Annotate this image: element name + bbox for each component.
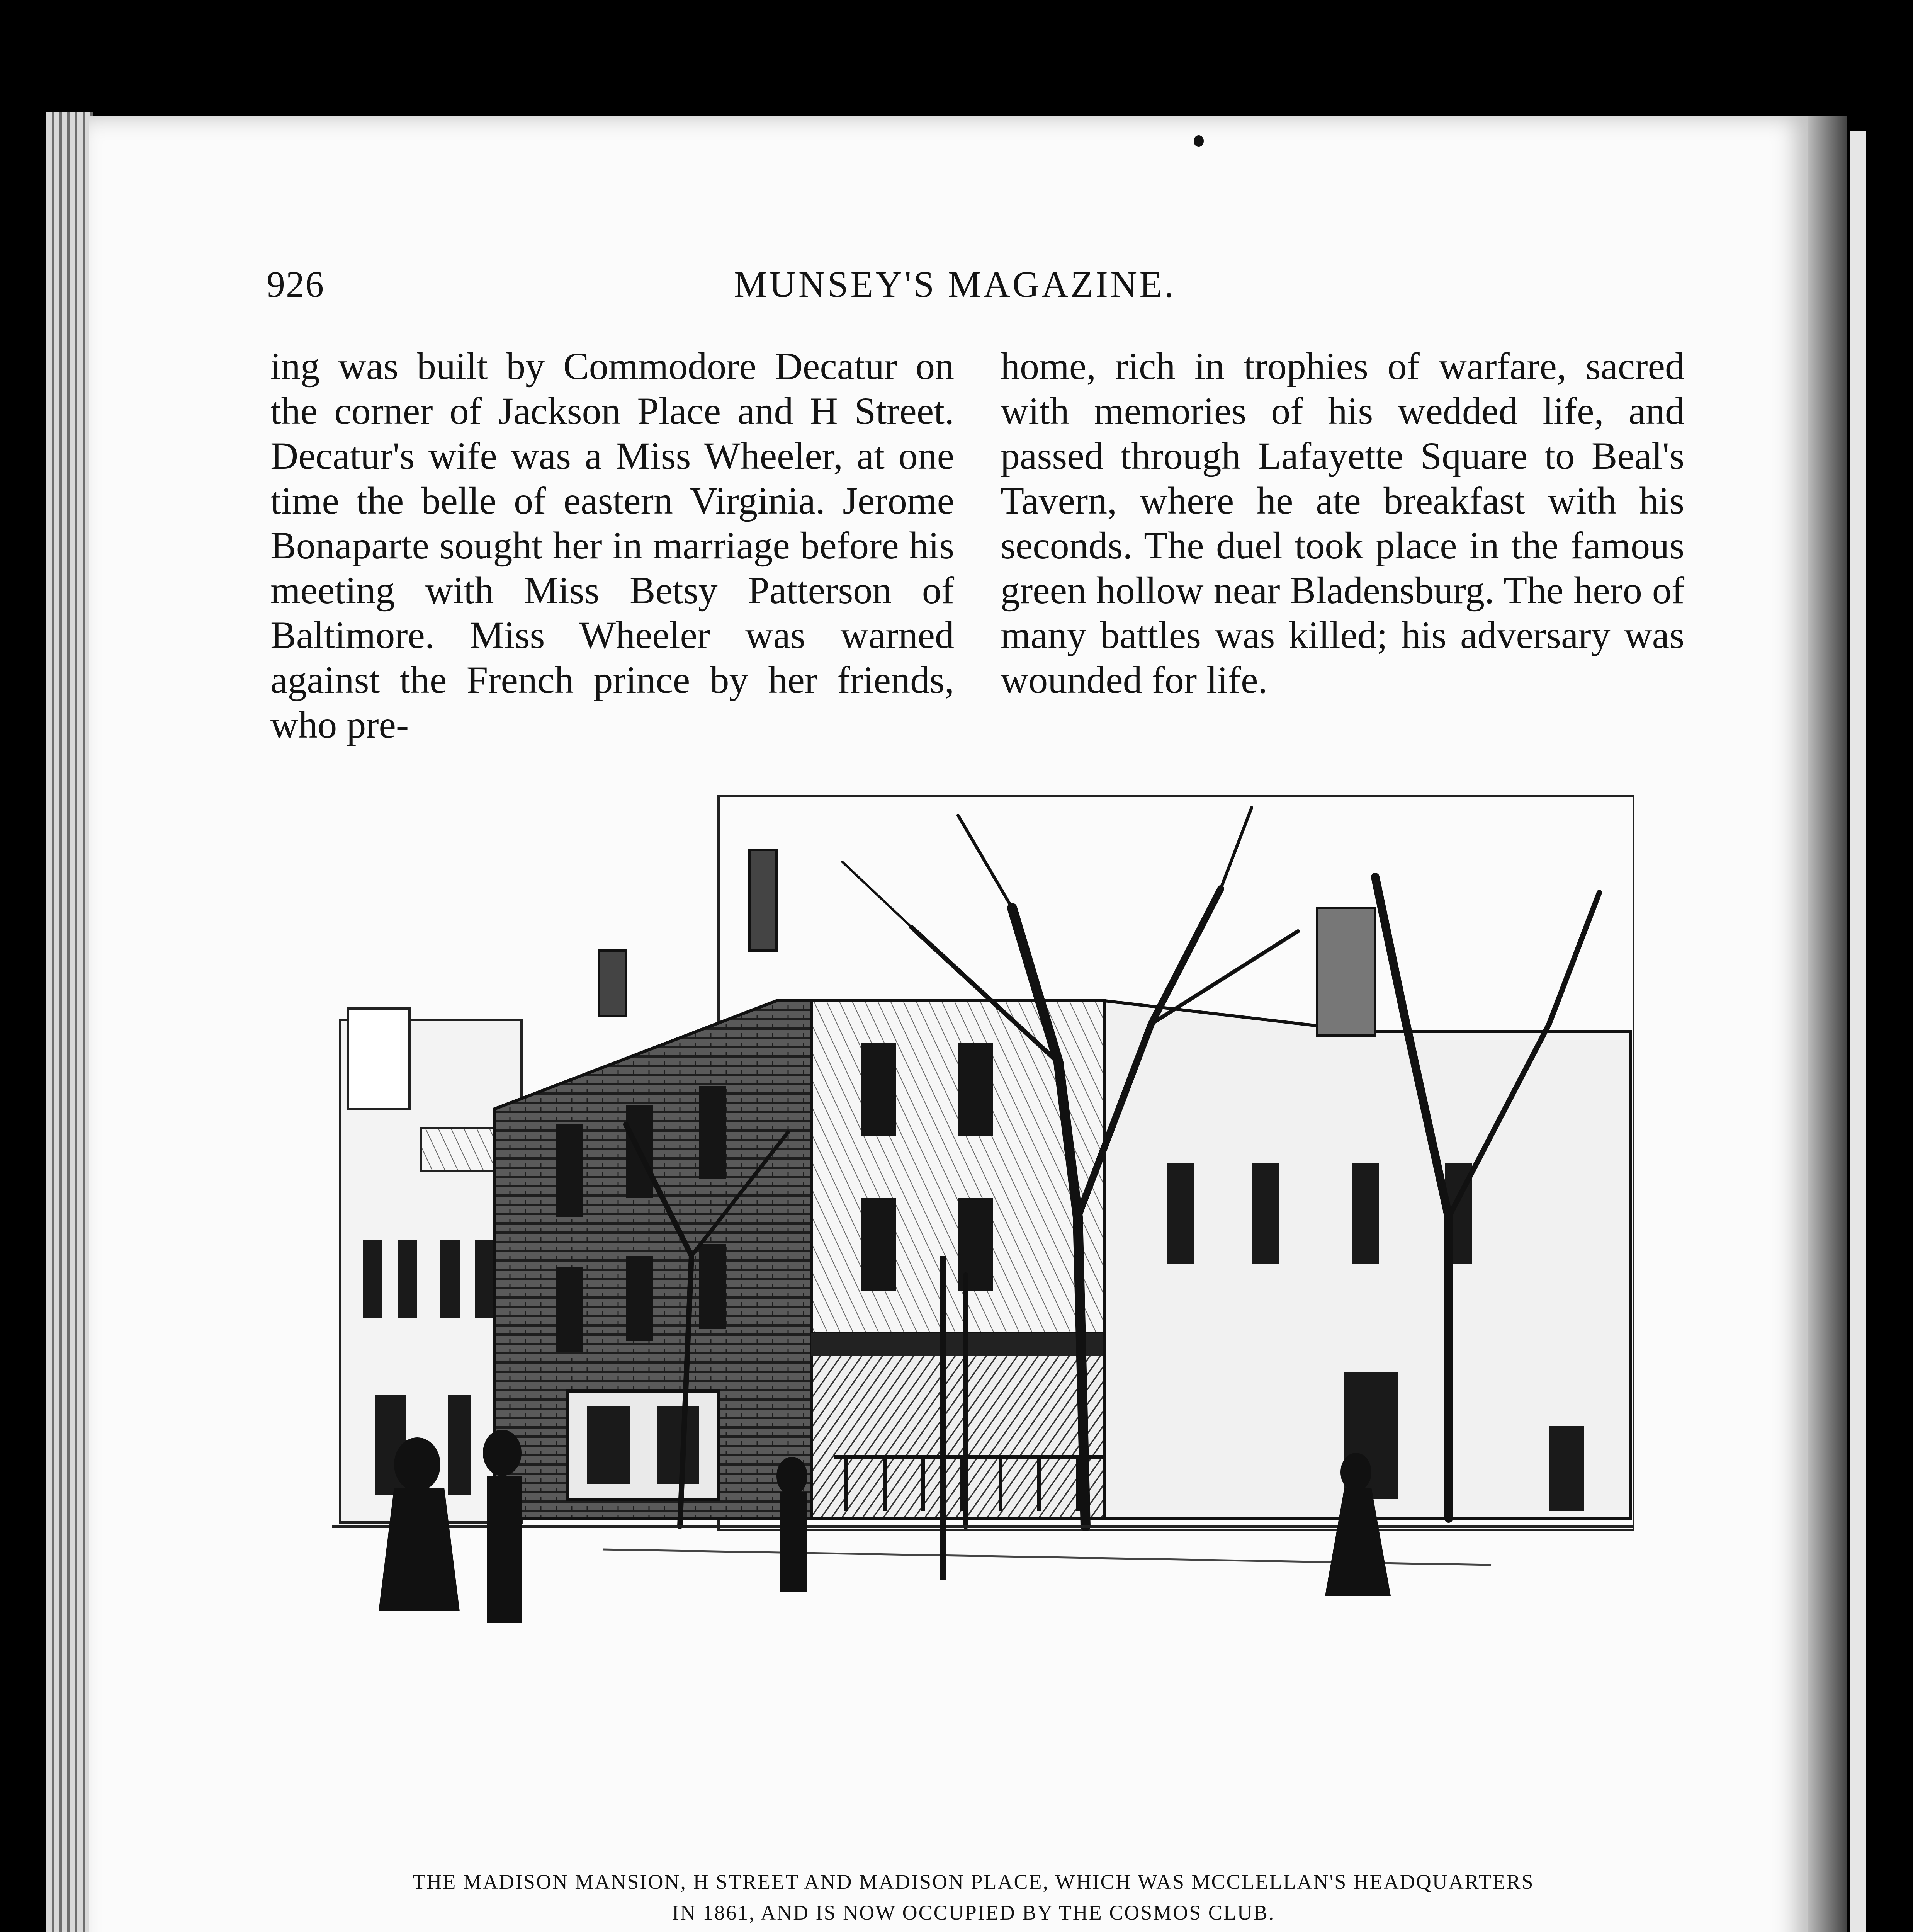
right-building xyxy=(1105,908,1630,1519)
book-gutter xyxy=(1808,116,1847,1932)
column-top-right xyxy=(1001,344,1684,702)
illustration-caption xyxy=(263,1866,1684,1928)
madison-mansion-illustration xyxy=(332,792,1634,1847)
facing-page-edge xyxy=(1850,131,1866,1932)
page-number: 926 xyxy=(267,264,324,305)
page-stack-edges xyxy=(46,112,93,1932)
paragraph: ing was built by Commodore Decatur on the corner of Jackson Place and H Street. Decatur's wife was a Miss Wheeler, at one time the belle of eastern Virginia. Jerome Bonaparte sought her in marriage before his meeting with Miss Betsy Patterson of Baltimore. Miss Wheeler was warned against the French prince by her friends, who pre- xyxy=(270,345,954,746)
column-top-left xyxy=(270,344,954,747)
print-speck xyxy=(1194,135,1204,147)
caption-line: IN 1861, AND IS NOW OCCUPIED BY THE COSMOS CLUB. xyxy=(672,1901,1275,1924)
engraving-svg xyxy=(332,792,1634,1847)
caption-line: THE MADISON MANSION, H STREET AND MADISON PLACE, WHICH WAS MCCLELLAN'S HEADQUARTERS xyxy=(413,1870,1534,1893)
page-header xyxy=(267,263,1665,313)
paragraph: home, rich in trophies of warfare, sacred with memories of his wedded life, and passed through Lafayette Square to Beal's Tavern, where he ate breakfast with his seconds. The duel took place in the famous green hollow near Bladensburg. The hero of many battles was killed; his adversary was wounded for life. xyxy=(1001,345,1684,701)
running-title: MUNSEY'S MAGAZINE. xyxy=(734,264,1176,305)
